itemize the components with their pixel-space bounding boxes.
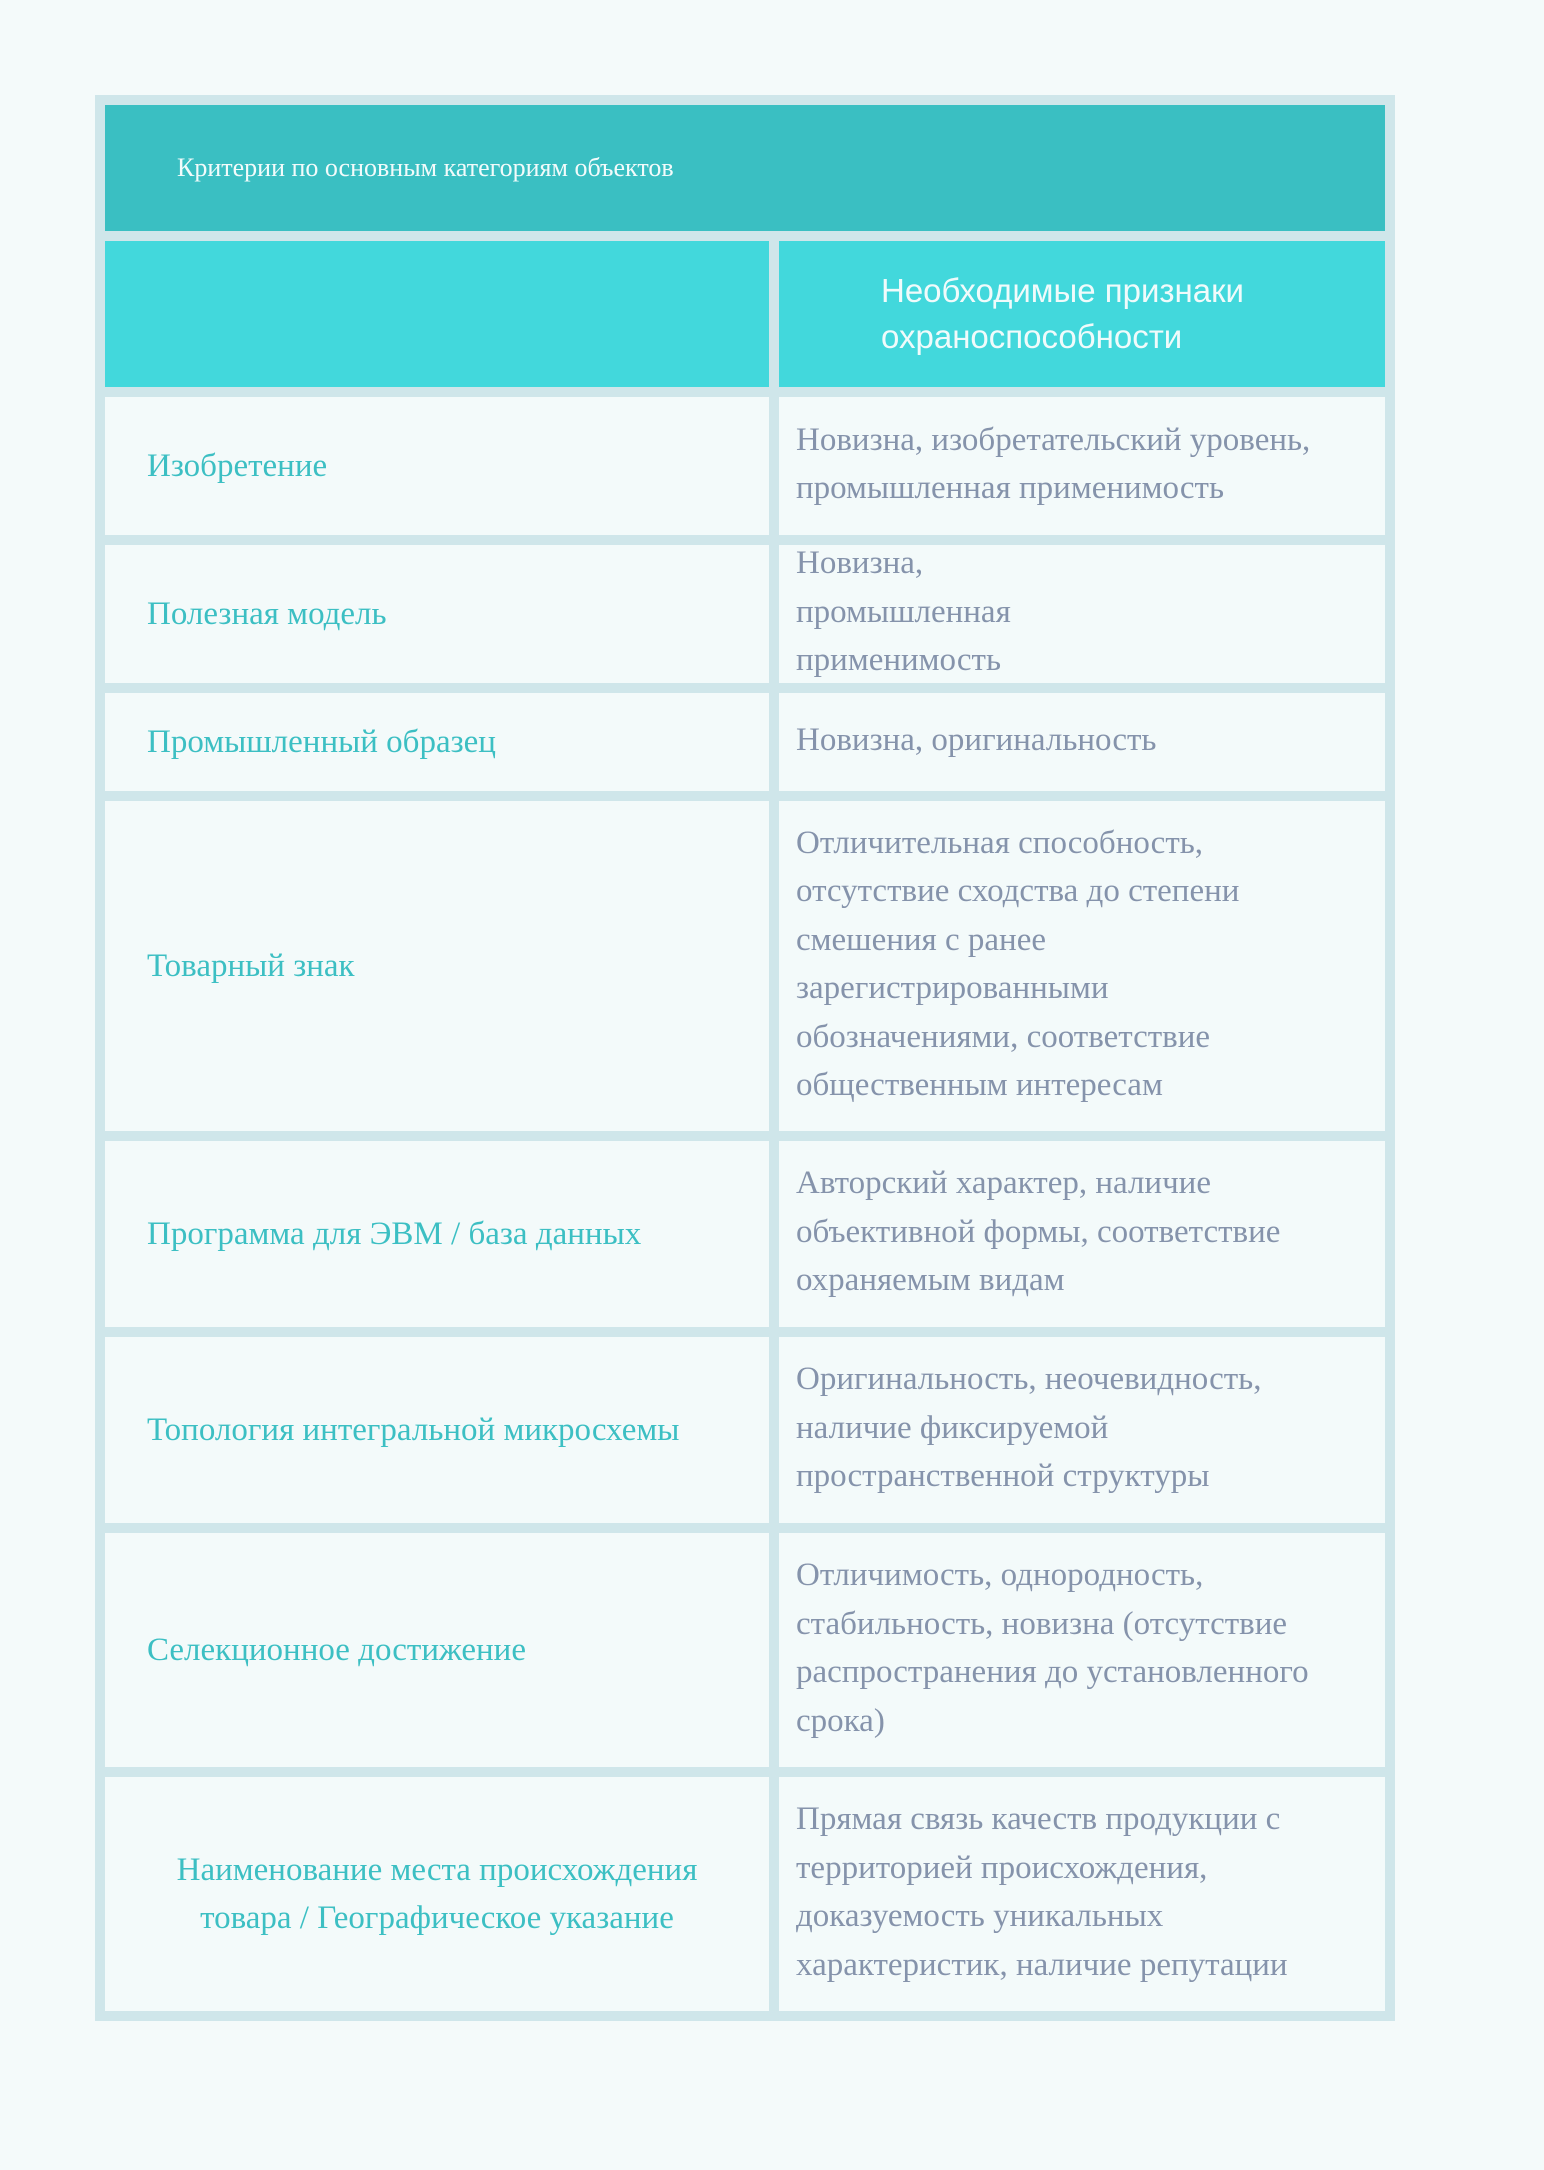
criteria-table — [95, 95, 1395, 2021]
row-category: Наименование места происхождения товара / Географическое указание — [176, 1852, 698, 1936]
row-category: Селекционное достижение — [147, 1632, 526, 1668]
row-category: Промышленный образец — [147, 724, 496, 760]
row-criteria: Оригинальность, неочевидность, наличие фиксируемой пространственной структуры — [796, 1361, 1262, 1495]
row-category: Топология интегральной микросхемы — [147, 1412, 680, 1448]
row-criteria-cell — [779, 801, 1385, 1131]
row-category-cell — [105, 397, 769, 535]
row-category: Полезная модель — [147, 596, 387, 632]
row-category-cell — [105, 545, 769, 683]
row-criteria: Новизна, изобретательский уровень, промышленная применимость — [796, 421, 1311, 506]
row-criteria: Отличимость, однородность, стабильность, новизна (отсутствие распространения до установленного срока) — [796, 1557, 1309, 1739]
row-category-cell — [105, 1777, 769, 2011]
row-criteria-cell — [779, 693, 1385, 791]
table-grid — [105, 241, 1385, 2011]
row-criteria: Прямая связь качеств продукции с территорией происхождения, доказуемость уникальных характеристик, наличие репутации — [796, 1801, 1288, 1983]
row-criteria-cell — [779, 1533, 1385, 1767]
row-criteria-cell — [779, 397, 1385, 535]
row-criteria-cell — [779, 1141, 1385, 1327]
row-category: Программа для ЭВМ / база данных — [147, 1216, 642, 1252]
header-criteria-label: Необходимые признаки охраноспособности — [881, 272, 1244, 355]
header-cell-criteria — [779, 241, 1385, 387]
table-caption-text: Критерии по основным категориям объектов — [177, 153, 674, 182]
row-criteria: Новизна, оригинальность — [796, 721, 1157, 758]
row-category-cell — [105, 693, 769, 791]
row-category-cell — [105, 1337, 769, 1523]
row-category: Изобретение — [147, 448, 328, 484]
row-criteria: Отличительная способность, отсутствие сходства до степени смешения с ранее зарегистрированными обозначениями, соответствие общественным интересам — [796, 824, 1240, 1103]
row-criteria-cell — [779, 545, 1385, 683]
row-criteria-cell — [779, 1337, 1385, 1523]
header-cell-category — [105, 241, 769, 387]
row-criteria-cell — [779, 1777, 1385, 2011]
row-category-cell — [105, 1533, 769, 1767]
row-criteria: Новизна, промышленная применимость — [796, 545, 1011, 679]
row-category-cell — [105, 801, 769, 1131]
table-caption — [105, 105, 1385, 231]
row-category: Товарный знак — [147, 948, 355, 984]
row-category-cell — [105, 1141, 769, 1327]
row-criteria: Авторский характер, наличие объективной формы, соответствие охраняемым видам — [796, 1165, 1281, 1299]
